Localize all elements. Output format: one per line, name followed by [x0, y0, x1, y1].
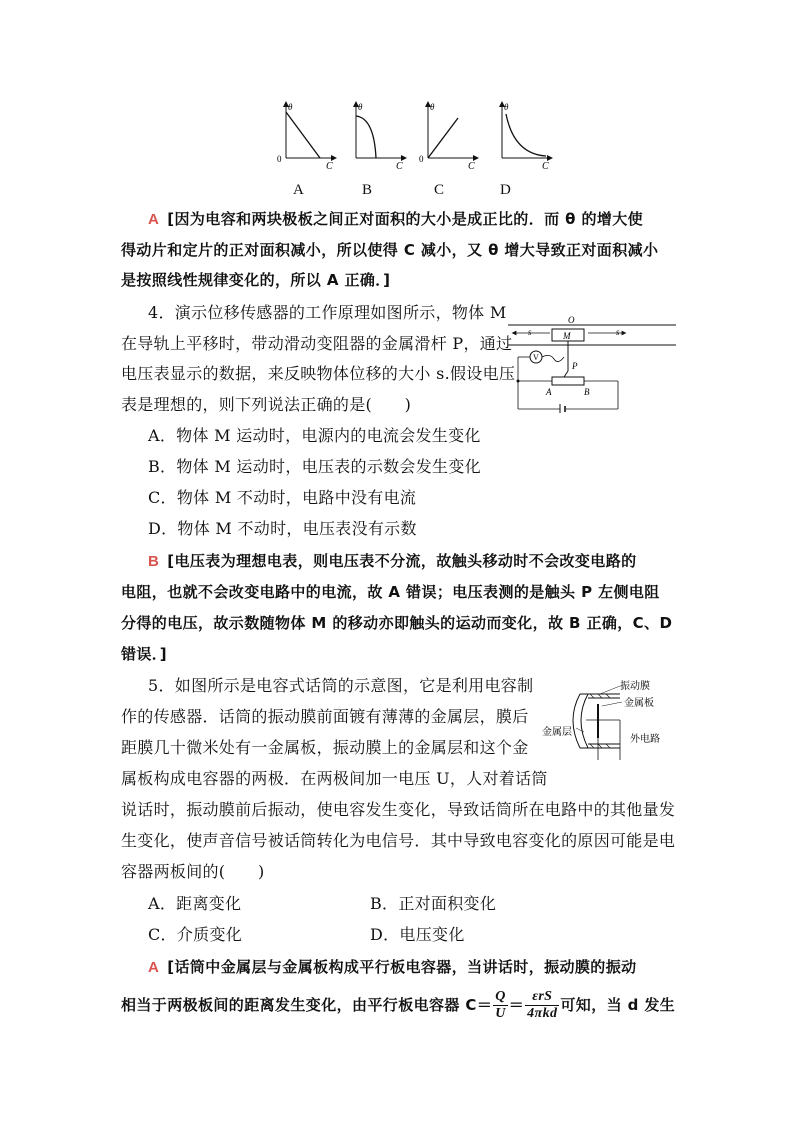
fraction-denominator-4pikd: 4πkd: [527, 1006, 558, 1021]
q3-answer-text-1: [因为电容和两块极板之间正对面积的大小是成正比的．而 θ 的增大使: [167, 210, 644, 228]
q5-option-b: B．正对面积变化: [370, 894, 497, 913]
q5-option-d: D．电压变化: [370, 925, 465, 944]
fig5-label-plate: 金属板: [624, 698, 654, 709]
graph-a-y-label: θ: [288, 102, 293, 112]
q4-stem-line-2: 在导轨上平移时，带动滑动变阻器的金属滑杆 P，通过: [121, 334, 513, 353]
q5-option-c: C．介质变化: [148, 925, 243, 944]
graph-label-b: B: [362, 182, 373, 198]
fig5-label-circuit: 外电路: [630, 734, 660, 745]
fraction-denominator-u: U: [495, 1006, 506, 1021]
q5-answer-text-2: 相当于两极板间的距离发生变化，由平行板电容器 C＝: [121, 996, 493, 1014]
q4-stem-line-1: 4．演示位移传感器的工作原理如图所示，物体 M: [148, 303, 507, 322]
q4-stem-line-3: 电压表显示的数据，来反映物体位移的大小 s.假设电压: [121, 364, 516, 383]
fraction-capacitance-formula: [525, 989, 559, 1022]
q5-answer-line-1: [148, 957, 637, 978]
q4-answer-line-3: 分得的电压，故示数随物体 M 的移动亦即触头的运动而变化，故 B 正确，C、D: [121, 614, 673, 632]
fraction-numerator-er-s: εrS: [525, 989, 559, 1006]
fraction-numerator-q: Q: [495, 989, 506, 1004]
q3-answer-letter: A: [148, 211, 160, 228]
q4-option-c: C．物体 M 不动时，电路中没有电流: [148, 488, 417, 507]
q4-answer-letter: B: [148, 553, 160, 570]
fraction-q-over-u: [493, 989, 508, 1022]
q5-stem-line-6: 生变化，使声音信号被话筒转化为电信号．其中导致电容变化的原因可能是电: [121, 831, 676, 850]
fig4-label-o: O: [568, 315, 575, 325]
q5-stem-line-7: 容器两板间的( ): [121, 862, 265, 881]
graph-c-y-label: θ: [430, 102, 435, 112]
graph-b-y-label: θ: [358, 102, 363, 112]
q4-answer-line-1: [148, 551, 637, 572]
q4-option-a: A．物体 M 运动时，电源内的电流会发生变化: [148, 426, 481, 445]
q5-answer-letter: A: [148, 959, 160, 976]
q5-stem-line-1: 5．如图所示是电容式话筒的示意图，它是利用电容制: [148, 676, 534, 695]
graph-c-x-label: C: [468, 161, 475, 172]
q4-option-b: B．物体 M 运动时，电压表的示数会发生变化: [148, 457, 481, 476]
q5-stem-line-4: 属板构成电容器的两极．在两极间加一电压 U，人对着话筒: [121, 769, 548, 788]
graph-c: [419, 102, 476, 172]
fig5-label-layer: 金属层: [542, 727, 572, 738]
q3-answer-line-2: 得动片和定片的正对面积减小，所以使得 C 减小，又 θ 增大导致正对面积减小: [121, 241, 659, 259]
q3-answer-line-1: [148, 209, 643, 230]
q5-answer-text-1: [话筒中金属层与金属板构成平行板电容器，当讲话时，振动膜的振动: [167, 958, 637, 976]
graph-a-origin: 0: [277, 154, 282, 164]
q5-stem-line-2: 作的传感器．话筒的振动膜前面镀有薄薄的金属层，膜后: [121, 707, 529, 726]
graph-label-d: D: [500, 182, 511, 198]
q4-answer-line-4: 错误．]: [121, 645, 167, 663]
graph-c-origin: 0: [419, 154, 424, 164]
fig4-label-s-right: s: [616, 327, 620, 337]
q5-stem-line-3: 距膜几十微米处有一金属板，振动膜上的金属层和这个金: [121, 738, 529, 757]
equals-sign: ＝: [508, 996, 525, 1014]
q4-stem-line-4: 表是理想的，则下列说法正确的是( ): [121, 395, 412, 414]
fig4-label-b: B: [584, 387, 590, 397]
graph-b: [356, 102, 404, 172]
displacement-sensor-figure: [506, 313, 678, 413]
q4-answer-line-2: 电阻，也就不会改变电路中的电流，故 A 错误；电压表测的是触头 P 左侧电阻: [121, 583, 660, 601]
q3-answer-line-3: 是按照线性规律变化的，所以 A 正确．]: [121, 271, 391, 289]
fig4-label-a: A: [546, 387, 552, 397]
q4-answer-text-1: [电压表为理想电表，则电压表不分流，故触头移动时不会改变电路的: [167, 552, 637, 570]
graph-label-c: C: [434, 182, 445, 198]
q5-answer-text-2-end: 可知，当 d 发生: [560, 996, 676, 1014]
graph-d-y-label: θ: [504, 102, 509, 112]
q4-option-d: D．物体 M 不动时，电压表没有示数: [148, 519, 417, 538]
q5-stem-line-5: 说话时，振动膜前后振动，使电容发生变化，导致话筒所在电路中的其他量发: [121, 800, 676, 819]
graph-a: [277, 102, 334, 172]
q5-option-a: A．距离变化: [148, 894, 242, 913]
graph-a-x-label: C: [326, 161, 333, 172]
condenser-microphone-figure: [540, 680, 674, 762]
graph-b-x-label: C: [396, 161, 403, 172]
fig5-label-membrane: 振动膜: [620, 681, 650, 692]
fig4-label-m: M: [563, 331, 571, 341]
fig4-label-v: V: [533, 353, 539, 362]
graph-d: [502, 102, 550, 172]
fig4-label-s-left: s: [528, 327, 532, 337]
fig4-label-p: P: [572, 361, 578, 371]
q5-answer-line-2: [121, 987, 675, 1023]
graph-d-x-label: C: [542, 161, 549, 172]
graph-label-a: A: [293, 182, 304, 198]
theta-vs-c-graphs: [270, 96, 570, 176]
